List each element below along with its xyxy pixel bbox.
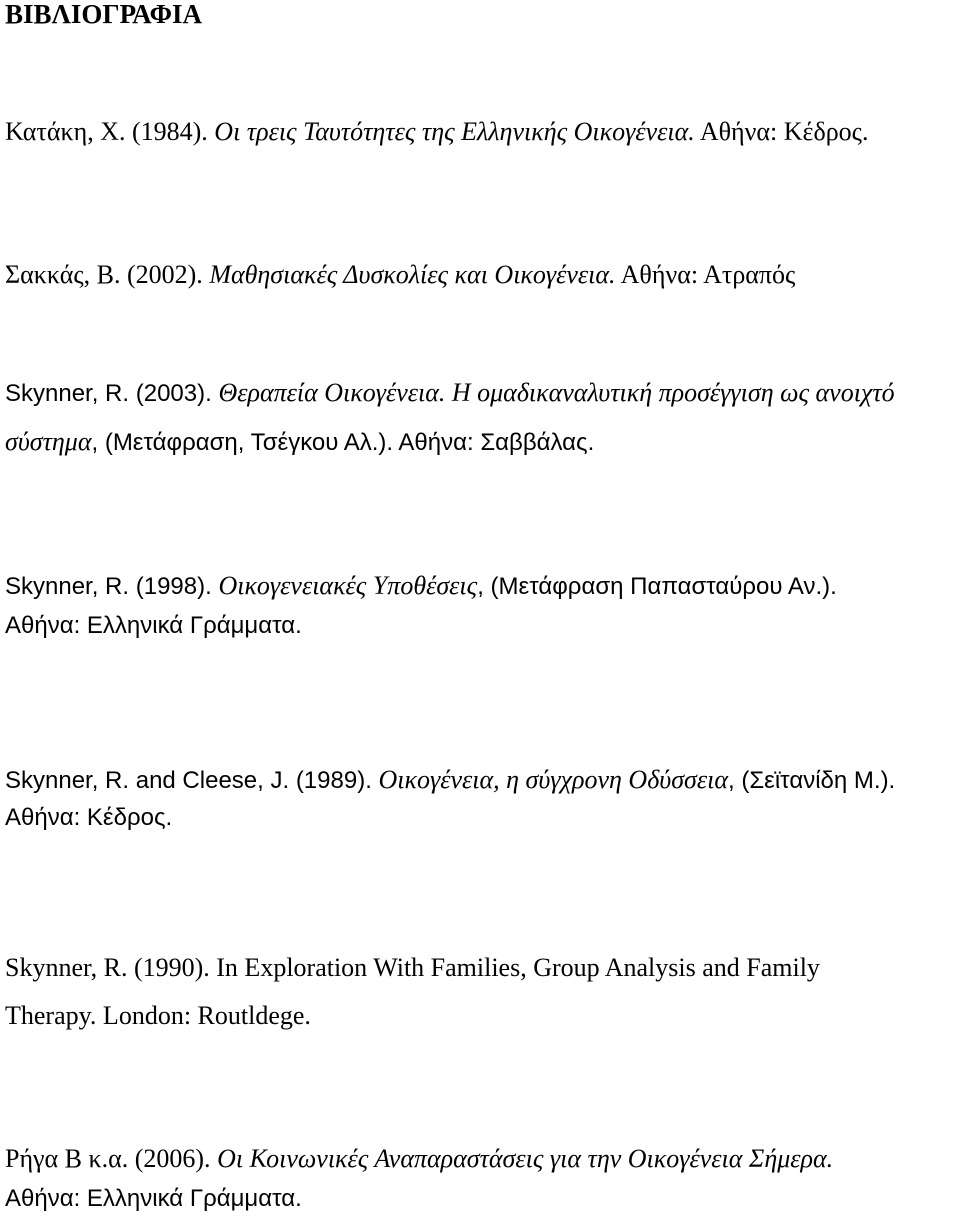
reference-title: σύστημα xyxy=(5,427,92,456)
reference-title: Οικογένεια, η σύγχρονη Οδύσσεια xyxy=(378,765,728,794)
reference-publisher: Therapy. London: Routldege. xyxy=(5,1001,311,1030)
reference-author-year: Κατάκη, Χ. (1984). xyxy=(5,117,215,146)
reference-entry-skynner-cleese xyxy=(5,756,955,842)
reference-title: Θεραπεία Οικογένεια. Η ομαδικαναλυτική προσέγγιση ως ανοιχτό xyxy=(218,378,895,407)
reference-entry-skynner-1998 xyxy=(5,562,955,650)
reference-title: Οι Κοινωνικές Αναπαραστάσεις για την Οικογένεια Σήμερα. xyxy=(217,1144,834,1173)
reference-publisher: , (Μετάφραση, Τσέγκου Αλ.). Αθήνα: Σαββάλας. xyxy=(91,429,595,456)
reference-author-year-title: Skynner, R. (1990). In Exploration With Families, Group Analysis and Family xyxy=(5,953,820,982)
reference-entry-katakis xyxy=(5,108,955,156)
reference-title: Οικογενειακές Υποθέσεις xyxy=(218,571,478,600)
reference-line xyxy=(5,251,955,299)
reference-publisher: Αθήνα: Κέδρος. xyxy=(5,804,173,831)
reference-title: Μαθησιακές Δυσκολίες και Οικογένεια. xyxy=(209,260,616,289)
reference-publisher: Αθήνα: Ελληνικά Γράμματα. xyxy=(5,1185,302,1212)
reference-author-year: Σακκάς, Β. (2002). xyxy=(5,260,210,289)
reference-author-year: Ρήγα Β κ.α. (2006). xyxy=(5,1144,218,1173)
reference-line xyxy=(5,944,955,992)
bibliography-heading: ΒΙΒΛΙΟΓΡΑΦΙΑ xyxy=(5,0,203,29)
reference-publisher: , (Σεϊτανίδη Μ.). xyxy=(727,767,896,794)
reference-line xyxy=(5,992,955,1040)
reference-publisher: , (Μετάφραση Παπασταύρου Αν.). xyxy=(477,573,837,600)
reference-publisher: Αθήνα: Κέδρος. xyxy=(694,117,869,146)
reference-publisher: Αθήνα: Ελληνικά Γράμματα. xyxy=(5,612,302,639)
reference-line xyxy=(5,369,955,418)
reference-author-year: Skynner, R. (1998). xyxy=(5,573,219,600)
reference-publisher: Αθήνα: Ατραπός xyxy=(615,260,796,289)
reference-author-year: Skynner, R. (2003). xyxy=(5,380,219,407)
reference-author-year: Skynner, R. and Cleese, J. (1989). xyxy=(5,767,379,794)
reference-title: Οι τρεις Ταυτότητες της Ελληνικής Οικογένεια. xyxy=(214,117,695,146)
reference-entry-sakkas xyxy=(5,251,955,299)
reference-entry-skynner-2003 xyxy=(5,369,955,467)
reference-entry-skynner-1990 xyxy=(5,944,955,1040)
reference-line xyxy=(5,108,955,156)
reference-line xyxy=(5,418,955,467)
reference-entry-riga xyxy=(5,1135,955,1223)
